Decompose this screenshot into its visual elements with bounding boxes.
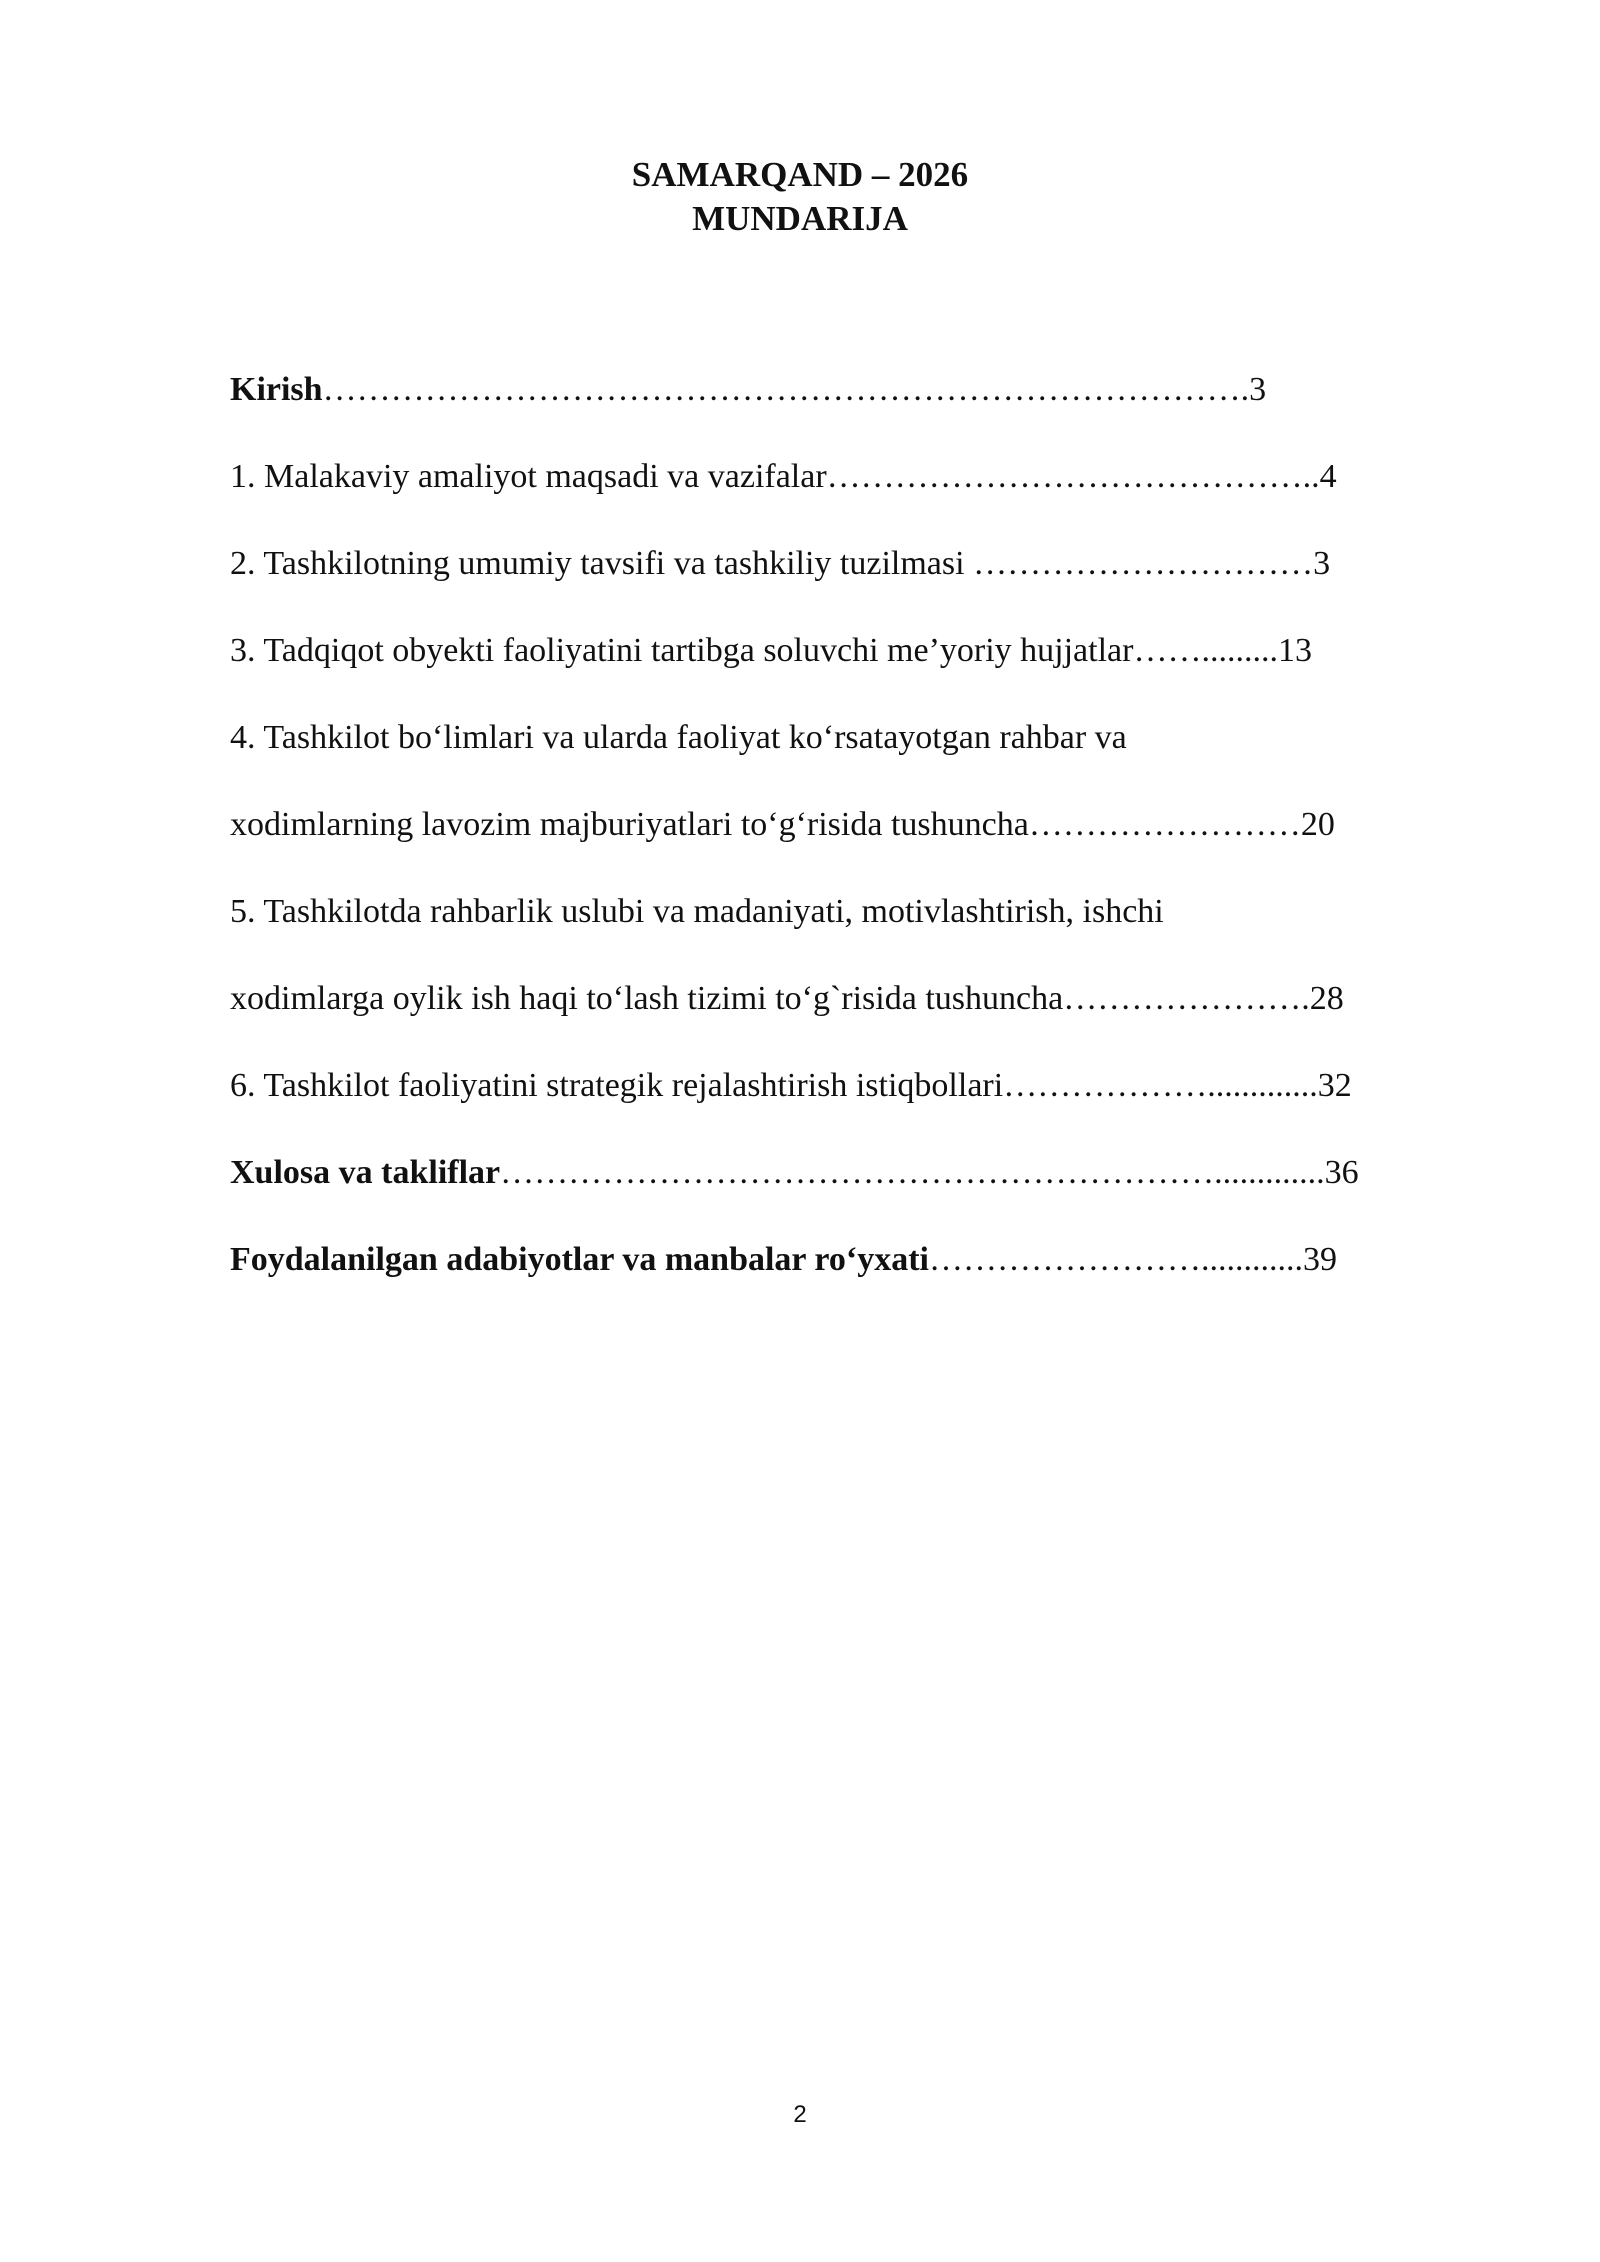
toc-entry-leader: ……………………: [1028, 806, 1301, 843]
toc-entry-label: 5. Tashkilotda rahbarlik uslubi va madaniyati, motivlashtirish, ishchi: [230, 893, 1164, 930]
toc-entry-page: 28: [1309, 980, 1344, 1017]
toc-entry-adabiyotlar: [230, 1230, 1337, 1290]
toc-entry-5-line2: [230, 969, 1344, 1029]
toc-entry-label: xodimlarga oylik ish haqi to‘lash tizimi to‘g`risida tushuncha: [230, 980, 1064, 1017]
page-number: 2: [793, 2101, 807, 2128]
toc-entry-leader: ……………………………………………………………………….: [322, 371, 1250, 408]
toc-entry-4-line1: [230, 708, 1127, 768]
toc-entry-label: Kirish: [230, 371, 323, 408]
toc-entry-3: [230, 621, 1312, 681]
toc-entry-leader: ……………….............: [1003, 1067, 1318, 1104]
toc-entry-label: 6. Tashkilot faoliyatini strategik rejalashtirish istiqbollari: [230, 1067, 1004, 1104]
toc-entry-label: Foydalanilgan adabiyotlar va manbalar ro‘yxati: [230, 1241, 929, 1278]
toc-entry-label: 1. Malakaviy amaliyot maqsadi va vazifalar: [230, 458, 827, 495]
toc-entry-page: 36: [1324, 1154, 1359, 1191]
toc-entry-page: 4: [1319, 458, 1337, 495]
toc-entry-5-line1: [230, 882, 1164, 942]
toc-entry-label: 4. Tashkilot bo‘limlari va ularda faoliyat ko‘rsatayotgan rahbar va: [230, 719, 1127, 756]
toc-entry-label: 3. Tadqiqot obyekti faoliyatini tartibga soluvchi me’yoriy hujjatlar: [230, 632, 1134, 669]
toc-entry-4-line2: [230, 795, 1335, 855]
toc-entry-leader: ……………………………………………………….............: [500, 1154, 1325, 1191]
toc-entry-label: Xulosa va takliflar: [230, 1154, 501, 1191]
toc-entry-page: 3: [1249, 371, 1267, 408]
toc-entry-leader: ……………………………………..: [826, 458, 1320, 495]
toc-entry-1: [230, 447, 1337, 507]
toc-entry-kirish: [230, 360, 1266, 420]
toc-entry-xulosa: [230, 1143, 1359, 1203]
toc-entry-page: 3: [1313, 545, 1331, 582]
city-year-heading: SAMARQAND – 2026: [631, 155, 969, 194]
toc-entry-leader: …….........: [1133, 632, 1278, 669]
toc-entry-page: 20: [1300, 806, 1335, 843]
toc-entry-leader: …………………………: [973, 545, 1314, 582]
toc-entry-page: 32: [1317, 1067, 1352, 1104]
toc-entry-label: 2. Tashkilotning umumiy tavsifi va tashkiliy tuzilmasi: [230, 545, 974, 582]
toc-entry-page: 39: [1302, 1241, 1337, 1278]
toc-entry-leader: ……………………............: [928, 1241, 1303, 1278]
toc-title: MUNDARIJA: [692, 199, 908, 238]
toc-entry-page: 13: [1277, 632, 1312, 669]
toc-entry-label: xodimlarning lavozim majburiyatlari to‘g‘risida tushuncha: [230, 806, 1029, 843]
toc-entry-6: [230, 1056, 1352, 1116]
toc-entry-leader: ………………….: [1063, 980, 1310, 1017]
toc-entry-2: [230, 534, 1330, 594]
